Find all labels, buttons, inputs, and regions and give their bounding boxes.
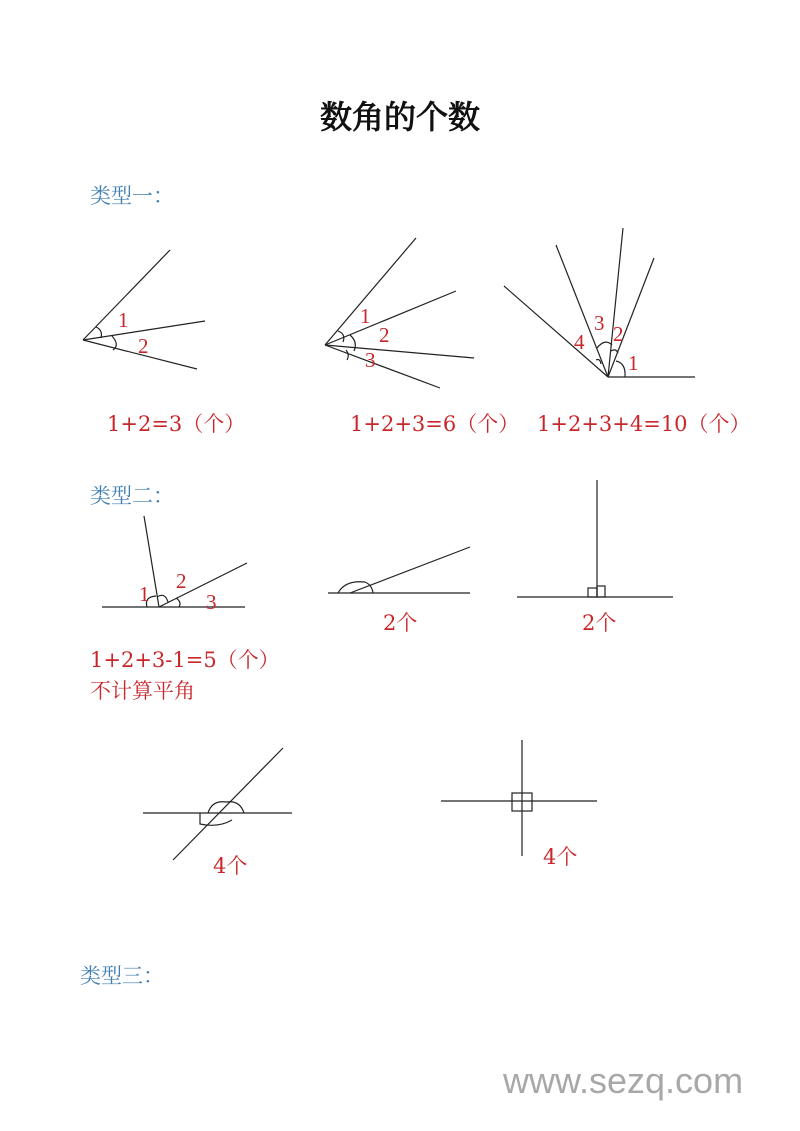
watermark: www.sezq.com: [503, 1060, 744, 1101]
angle-label: 1: [139, 582, 150, 606]
angle-label: 2: [138, 334, 149, 358]
figure-2c: [517, 480, 673, 597]
caption-2b: 2个: [383, 611, 418, 635]
angle-label: 4: [574, 330, 585, 354]
page-title: 数角的个数: [319, 98, 480, 136]
angle-label: 2: [176, 569, 187, 593]
figure-2b: [328, 547, 470, 593]
type1-heading: 类型一：: [90, 184, 174, 208]
angle-label: 3: [206, 590, 217, 614]
angle-label: 2: [613, 322, 624, 346]
figure-2d: [143, 748, 292, 860]
type2-heading: 类型二：: [90, 484, 174, 508]
angle-label: 2: [379, 323, 390, 347]
figure-1b: [325, 238, 474, 388]
caption-2e: 4个: [543, 845, 578, 869]
formula-1c: 1+2+3+4=10（个）: [537, 412, 751, 436]
figure-2e: [441, 740, 597, 856]
type3-heading: 类型三：: [80, 964, 164, 988]
figure-2a: [102, 516, 247, 614]
formula-1b: 1+2+3=6（个）: [350, 412, 520, 436]
note-2a: 不计算平角: [90, 679, 195, 703]
angle-label: 3: [365, 348, 376, 372]
figure-1c: [504, 228, 695, 377]
angle-label: 1: [360, 304, 371, 328]
angle-label: 3: [594, 311, 605, 335]
figure-1a: [83, 250, 205, 369]
angle-label: 1: [118, 308, 129, 332]
caption-2c: 2个: [582, 611, 617, 635]
angle-label: 1: [628, 351, 639, 375]
formula-1a: 1+2=3（个）: [107, 412, 246, 436]
formula-2a: 1+2+3-1=5（个）: [90, 648, 280, 672]
caption-2d: 4个: [213, 854, 248, 878]
